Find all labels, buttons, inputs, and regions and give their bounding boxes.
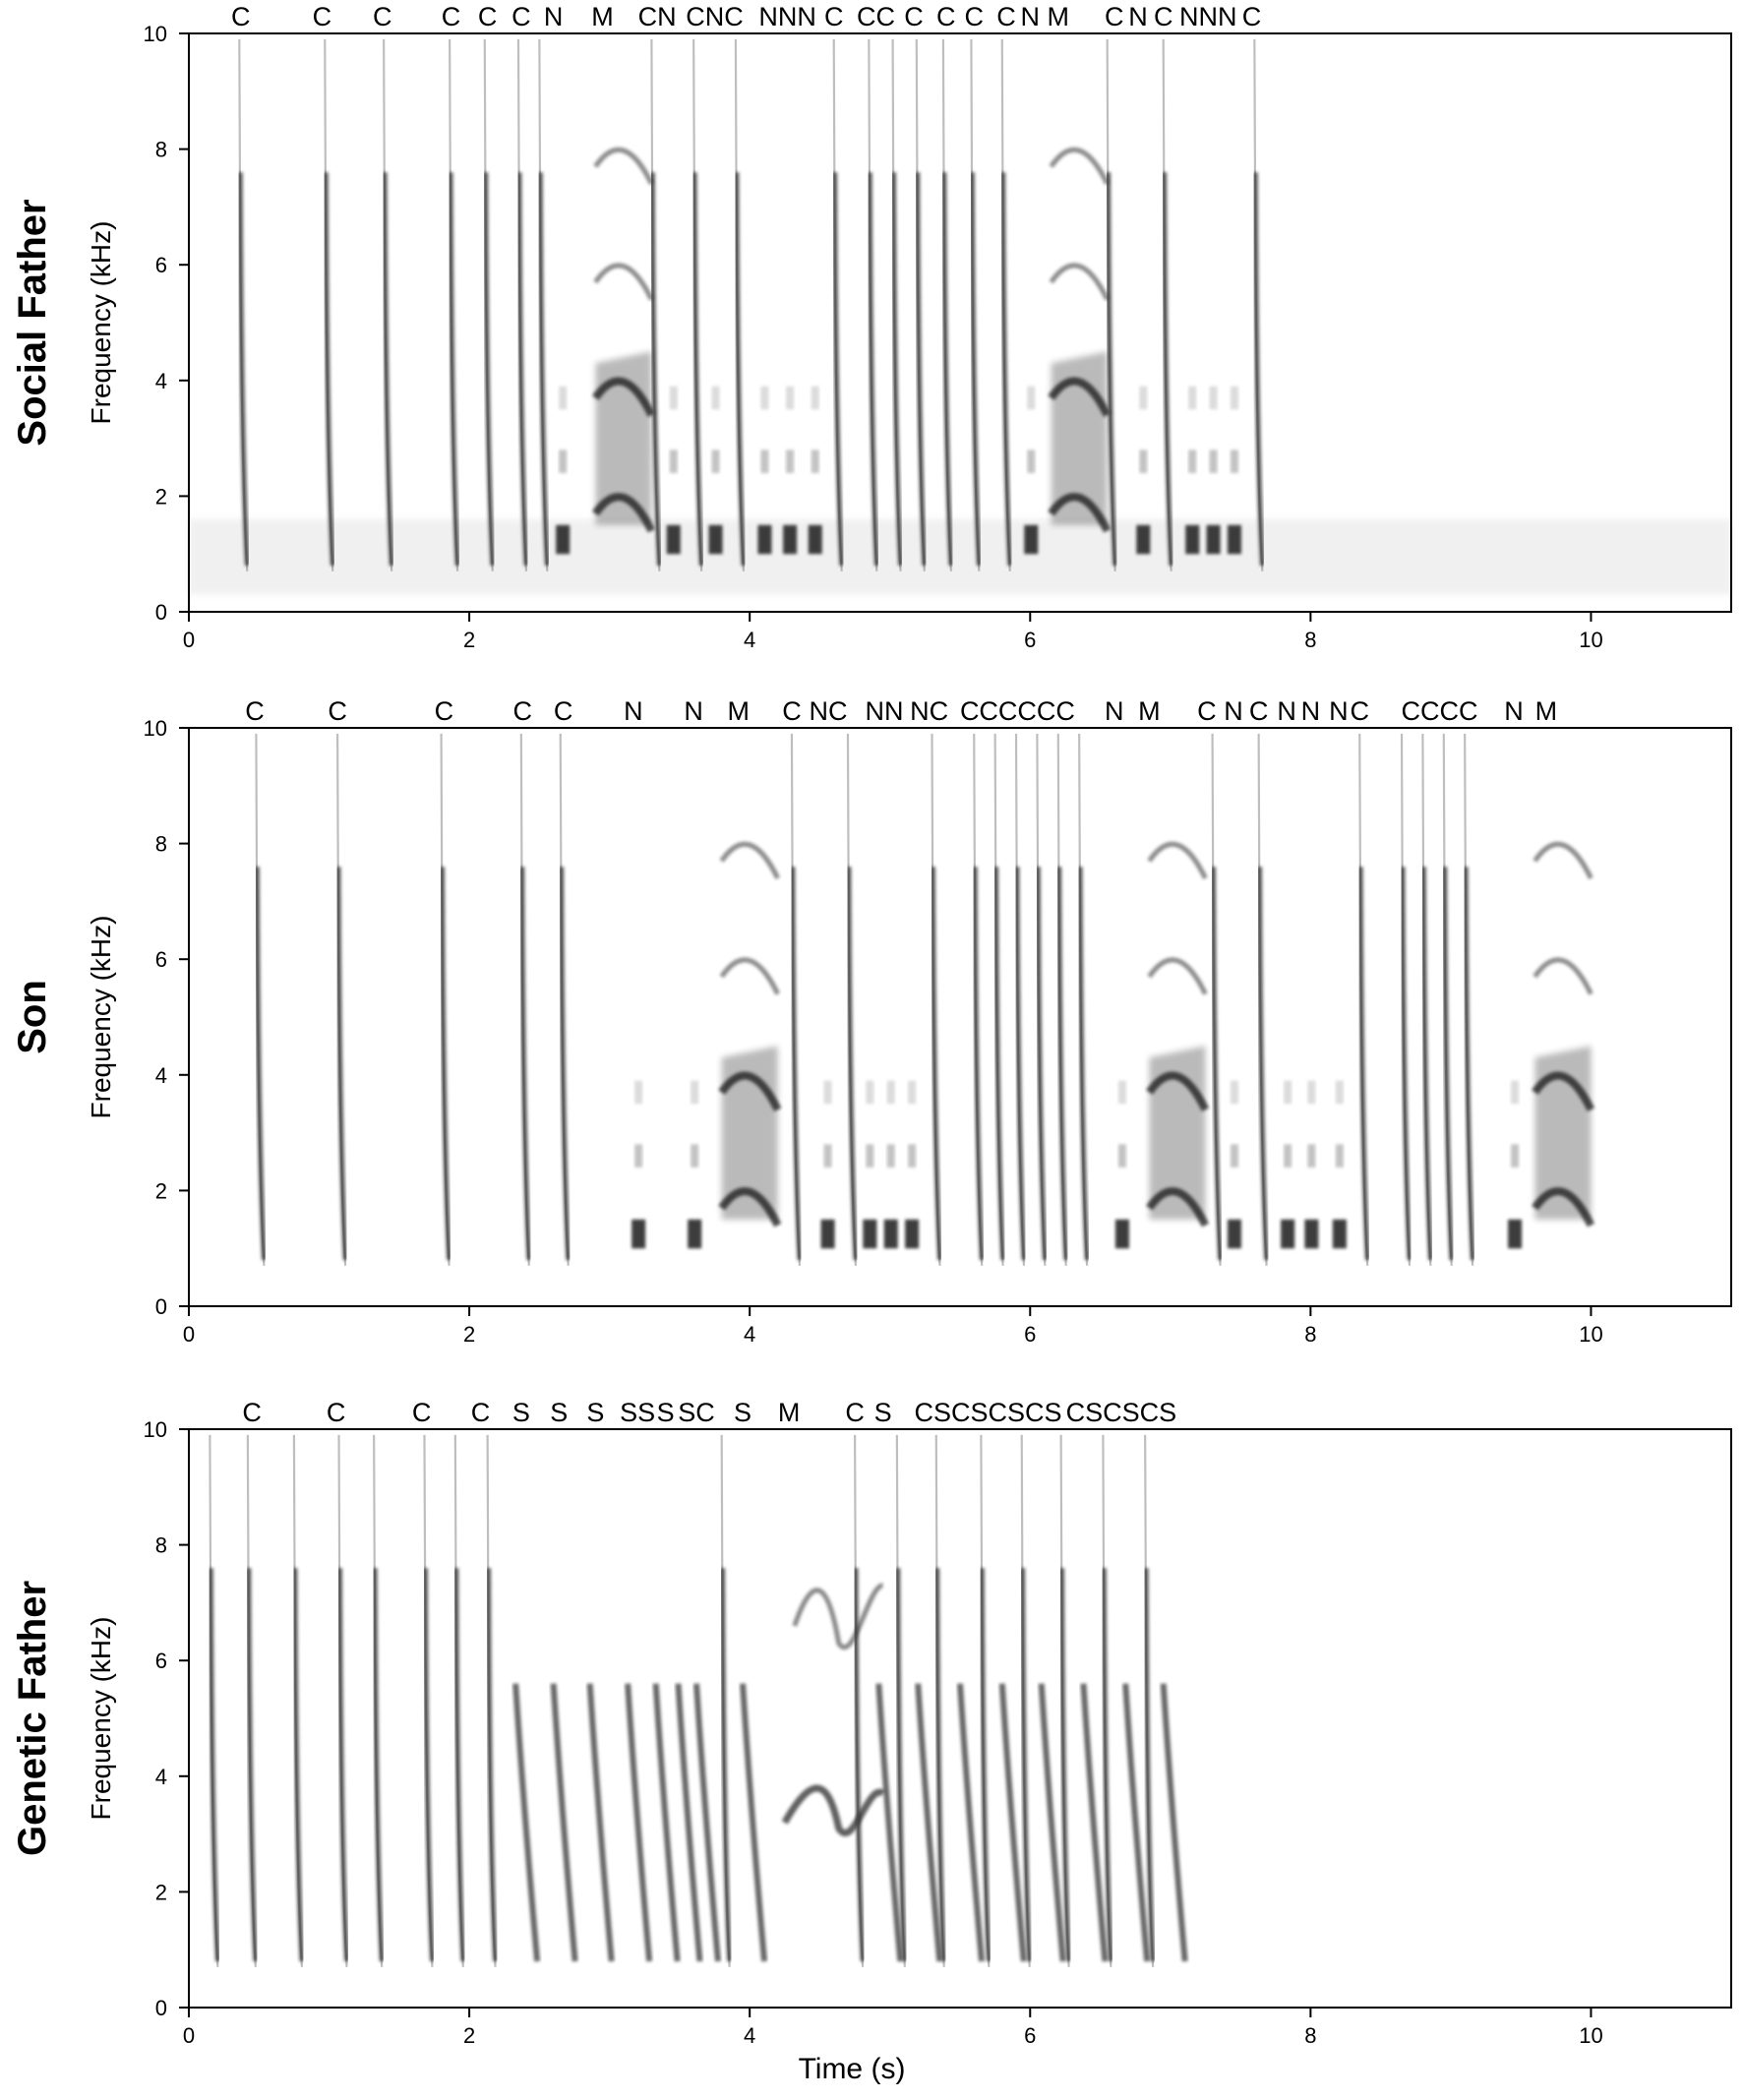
x-tick-label: 4 <box>744 1322 756 1347</box>
syllable-c <box>893 39 901 571</box>
y-tick-label: 0 <box>154 1996 167 2020</box>
syllable-c <box>539 39 547 571</box>
note-label: S <box>550 1398 569 1427</box>
note-label: C <box>1241 2 1262 31</box>
note-label: CSCSCSCS <box>914 1398 1062 1427</box>
note-label: C <box>312 2 332 31</box>
syllable-c <box>239 39 247 571</box>
syllable-c <box>792 734 800 1266</box>
syllable-c <box>384 39 391 571</box>
note-label: NNN <box>1179 2 1237 31</box>
y-tick-label: 4 <box>154 1062 167 1088</box>
syllable-s <box>960 1684 982 1961</box>
syllable-m <box>785 1586 883 1833</box>
x-tick-label: 0 <box>182 2023 196 2048</box>
syllable-c <box>256 734 264 1266</box>
note-label: C <box>845 1398 865 1427</box>
syllable-c <box>736 39 744 571</box>
note-label: C <box>511 2 531 31</box>
y-tick-label: 6 <box>154 253 167 278</box>
syllable-m <box>1052 150 1108 530</box>
syllable-c <box>424 1435 432 1967</box>
syllable-n <box>688 1081 701 1249</box>
note-label: C <box>1153 2 1173 31</box>
y-tick-label: 2 <box>154 1880 167 1905</box>
syllable-n <box>1115 1081 1129 1249</box>
syllable-s <box>656 1684 678 1961</box>
syllable-s <box>628 1684 649 1961</box>
note-label: N <box>684 696 703 726</box>
y-tick-label: 4 <box>154 1764 167 1789</box>
syllable-c <box>651 39 659 571</box>
syllable-c <box>325 39 332 571</box>
note-label: CCCCCC <box>959 696 1075 726</box>
syllable-c <box>1061 1435 1069 1967</box>
note-label: SC <box>678 1398 715 1427</box>
x-tick-label: 0 <box>182 628 196 652</box>
note-label: C <box>935 2 956 31</box>
note-label: NC <box>910 696 949 726</box>
y-tick-label: 0 <box>154 1294 167 1319</box>
syllable-c <box>210 1435 217 1967</box>
syllable-c <box>1444 734 1452 1266</box>
y-tick-label: 6 <box>154 947 167 973</box>
note-label: N <box>1128 2 1148 31</box>
y-tick-label: 8 <box>154 137 167 162</box>
syllable-c <box>995 734 1003 1266</box>
syllable-n <box>1136 387 1150 555</box>
note-label: C <box>1248 696 1269 726</box>
note-label: C <box>441 2 461 31</box>
x-axis-label: Time (s) <box>798 2053 906 2085</box>
x-tick-label: 0 <box>182 1322 196 1347</box>
note-label: SS <box>620 1398 656 1427</box>
x-tick-label: 8 <box>1304 2023 1317 2048</box>
note-label: C <box>242 1398 262 1427</box>
x-tick-label: 10 <box>1579 2023 1603 2048</box>
syllable-n <box>1228 1081 1241 1249</box>
syllable-c <box>1259 734 1267 1266</box>
syllable-c <box>1422 734 1430 1266</box>
note-label: N <box>1020 2 1041 31</box>
y-axis-label: Frequency (kHz) <box>86 1616 116 1821</box>
syllable-s <box>1002 1684 1024 1961</box>
note-label: M <box>591 2 614 31</box>
syllable-c <box>442 734 450 1266</box>
syllable-c <box>1359 734 1367 1266</box>
syllable-n <box>1228 387 1241 555</box>
note-label: CC <box>856 2 895 31</box>
panel-1 <box>11 2 1731 652</box>
panel-title: Genetic Father <box>11 1580 54 1857</box>
note-label: C <box>1197 696 1217 726</box>
syllable-s <box>1164 1684 1185 1961</box>
y-tick-label: 0 <box>154 600 167 625</box>
note-label: S <box>656 1398 675 1427</box>
syllables <box>239 39 1262 571</box>
syllable-c <box>1213 734 1221 1266</box>
syllable-n <box>809 387 822 555</box>
syllable-n <box>631 1081 645 1249</box>
syllable-c <box>1465 734 1473 1266</box>
note-label: C <box>372 2 392 31</box>
syllable-c <box>974 734 982 1266</box>
x-tick-label: 2 <box>462 628 476 652</box>
note-label: N <box>1300 696 1321 726</box>
note-label: C <box>434 696 454 726</box>
syllable-s <box>554 1684 575 1961</box>
y-tick-label: 10 <box>143 1417 167 1442</box>
syllable-s <box>1083 1684 1105 1961</box>
syllable-c <box>1002 39 1010 571</box>
syllable-m <box>1149 844 1205 1225</box>
note-label: C <box>996 2 1016 31</box>
syllable-c <box>450 39 457 571</box>
syllable-c <box>1254 39 1262 571</box>
syllable-c <box>1022 1435 1030 1967</box>
note-label: C <box>1350 696 1370 726</box>
syllable-n <box>1207 387 1221 555</box>
note-label: C <box>904 2 924 31</box>
note-label: NN <box>865 696 904 726</box>
note-label: C <box>782 696 802 726</box>
syllable-s <box>515 1684 537 1961</box>
note-label: C <box>964 2 985 31</box>
syllable-m <box>595 150 651 530</box>
note-label: M <box>1047 2 1070 31</box>
syllable-n <box>1333 1081 1347 1249</box>
syllable-c <box>848 734 856 1266</box>
y-tick-label: 2 <box>154 484 167 510</box>
syllable-c <box>337 734 345 1266</box>
syllable-c <box>248 1435 256 1967</box>
note-label: CCCC <box>1401 696 1478 726</box>
note-label: M <box>777 1398 801 1427</box>
note-label: C <box>470 1398 491 1427</box>
y-tick-label: 4 <box>154 368 167 393</box>
note-label: C <box>245 696 265 726</box>
syllable-c <box>1164 39 1172 571</box>
note-label: S <box>586 1398 605 1427</box>
note-label: S <box>511 1398 530 1427</box>
note-label: C <box>512 696 533 726</box>
note-label: C <box>326 1398 346 1427</box>
panel-3 <box>11 1398 1731 2085</box>
x-tick-label: 4 <box>744 2023 756 2048</box>
background-noise-band <box>189 519 1731 594</box>
syllable-n <box>556 387 570 555</box>
note-label: C <box>1105 2 1124 31</box>
syllable-c <box>455 1435 463 1967</box>
note-label: C <box>328 696 347 726</box>
note-label: CN <box>637 2 677 31</box>
note-label: S <box>734 1398 752 1427</box>
syllable-c <box>943 39 951 571</box>
syllable-c <box>294 1435 302 1967</box>
note-label: N <box>1224 696 1243 726</box>
syllable-c <box>521 734 529 1266</box>
syllable-s <box>1125 1684 1147 1961</box>
y-tick-label: 8 <box>154 831 167 857</box>
note-label: CNC <box>686 2 744 31</box>
x-tick-label: 2 <box>462 1322 476 1347</box>
note-label: CSCSCS <box>1065 1398 1177 1427</box>
x-tick-label: 10 <box>1579 1322 1603 1347</box>
note-label: M <box>1534 696 1558 726</box>
note-label: M <box>727 696 751 726</box>
syllable-c <box>834 39 842 571</box>
syllable-c <box>855 1435 863 1967</box>
note-label: NC <box>809 696 848 726</box>
syllable-c <box>1108 39 1115 571</box>
note-label: N <box>1277 696 1296 726</box>
syllable-n <box>1024 387 1038 555</box>
note-label: C <box>230 2 251 31</box>
x-tick-label: 10 <box>1579 628 1603 652</box>
syllable-n <box>1281 1081 1294 1249</box>
x-tick-label: 6 <box>1024 1322 1037 1347</box>
syllable-n <box>863 1081 876 1249</box>
syllable-m <box>1534 844 1591 1225</box>
syllable-s <box>590 1684 612 1961</box>
syllable-n <box>1185 387 1199 555</box>
note-label: N <box>543 2 564 31</box>
syllable-c <box>374 1435 382 1967</box>
syllable-c <box>518 39 526 571</box>
x-tick-label: 6 <box>1024 628 1037 652</box>
note-label: C <box>411 1398 432 1427</box>
note-label: C <box>553 696 573 726</box>
y-axis-label: Frequency (kHz) <box>86 220 116 425</box>
syllable-s <box>696 1684 718 1961</box>
syllable-c <box>897 1435 905 1967</box>
syllable-c <box>981 1435 989 1967</box>
syllable-c <box>693 39 701 571</box>
syllable-c <box>971 39 979 571</box>
syllable-s <box>743 1684 764 1961</box>
syllable-c <box>1016 734 1024 1266</box>
syllable-n <box>783 387 797 555</box>
x-tick-label: 8 <box>1304 1322 1317 1347</box>
syllable-c <box>485 39 493 571</box>
note-label: S <box>873 1398 892 1427</box>
syllable-c <box>561 734 569 1266</box>
y-tick-label: 8 <box>154 1532 167 1558</box>
syllable-c <box>722 1435 730 1967</box>
y-axis-label: Frequency (kHz) <box>86 915 116 1119</box>
syllable-n <box>709 387 723 555</box>
syllable-c <box>1402 734 1410 1266</box>
panel-title: Son <box>11 980 54 1054</box>
y-tick-label: 2 <box>154 1178 167 1204</box>
note-label: N <box>624 696 643 726</box>
y-tick-label: 10 <box>143 22 167 46</box>
note-label: M <box>1138 696 1161 726</box>
syllable-c <box>1079 734 1087 1266</box>
x-tick-label: 4 <box>744 628 756 652</box>
note-label: NNN <box>758 2 816 31</box>
syllable-c <box>1058 734 1066 1266</box>
note-label: N <box>1329 696 1349 726</box>
syllable-c <box>1037 734 1045 1266</box>
syllable-c <box>339 1435 347 1967</box>
note-label: N <box>1504 696 1524 726</box>
syllable-n <box>757 387 771 555</box>
syllable-c <box>917 39 925 571</box>
syllable-n <box>884 1081 898 1249</box>
syllable-s <box>1042 1684 1063 1961</box>
y-tick-label: 6 <box>154 1649 167 1674</box>
syllable-n <box>1304 1081 1318 1249</box>
syllable-c <box>1103 1435 1111 1967</box>
syllable-c <box>1145 1435 1153 1967</box>
syllable-c <box>932 734 939 1266</box>
x-tick-label: 2 <box>462 2023 476 2048</box>
syllable-c <box>488 1435 496 1967</box>
note-label: C <box>477 2 498 31</box>
plot-frame <box>189 728 1731 1306</box>
panel-2 <box>11 696 1731 1347</box>
syllable-c <box>936 1435 944 1967</box>
x-tick-label: 6 <box>1024 2023 1037 2048</box>
syllable-n <box>667 387 681 555</box>
note-label: N <box>1105 696 1124 726</box>
x-tick-label: 8 <box>1304 628 1317 652</box>
syllable-n <box>1508 1081 1522 1249</box>
syllable-m <box>722 844 778 1225</box>
syllables <box>210 1435 1184 1967</box>
syllable-n <box>905 1081 919 1249</box>
y-tick-label: 10 <box>143 716 167 741</box>
note-label: C <box>823 2 844 31</box>
syllable-c <box>869 39 876 571</box>
syllables <box>256 734 1591 1266</box>
panel-title: Social Father <box>11 199 54 447</box>
syllable-n <box>821 1081 835 1249</box>
